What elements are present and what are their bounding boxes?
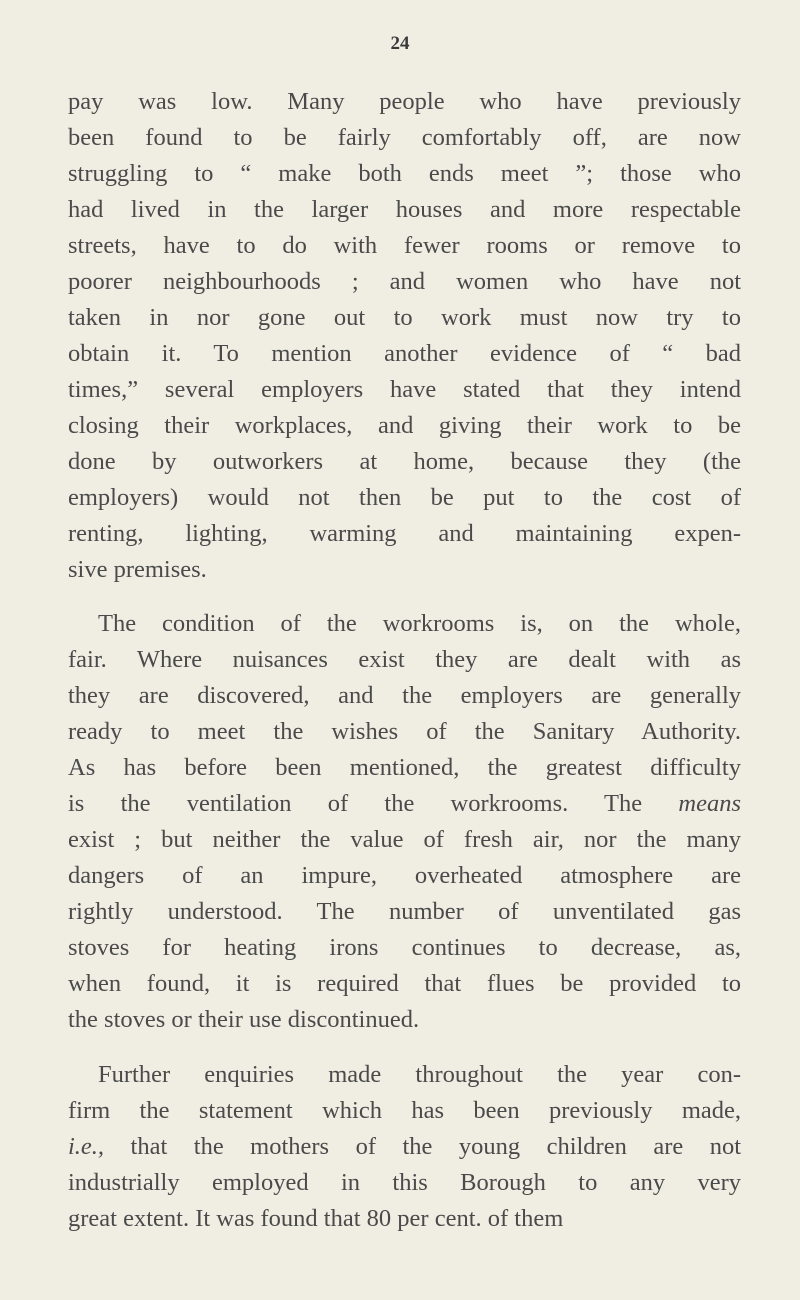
text-line: rightly understood. The number of unventilated gas bbox=[68, 898, 741, 925]
text-line: they are discovered, and the employers are generally bbox=[68, 682, 741, 709]
text-line bbox=[68, 1129, 741, 1165]
text-line: The condition of the workrooms is, on the whole, bbox=[98, 610, 741, 637]
text-line: had lived in the larger houses and more respectable bbox=[68, 196, 741, 223]
text-line: As has before been mentioned, the greatest difficulty bbox=[68, 754, 741, 781]
text-line: employers) would not then be put to the cost of bbox=[68, 484, 741, 511]
text-line: times,” several employers have stated that they intend bbox=[68, 376, 741, 403]
text-line: when found, it is required that flues be provided to bbox=[68, 970, 741, 997]
text-line: poorer neighbourhoods ; and women who have not bbox=[68, 268, 741, 295]
text-line: closing their workplaces, and giving their work to be bbox=[68, 412, 741, 439]
text-line: struggling to “ make both ends meet ”; those who bbox=[68, 160, 741, 187]
text-segment: that the mothers of the young children are not bbox=[130, 1133, 741, 1160]
text-line: fair. Where nuisances exist they are dealt with as bbox=[68, 646, 741, 673]
text-line: stoves for heating irons continues to decrease, as, bbox=[68, 934, 741, 961]
text-segment: is the ventilation of the workrooms. The bbox=[68, 790, 643, 817]
text-line bbox=[68, 786, 741, 822]
text-line: been found to be fairly comfortably off, are now bbox=[68, 124, 741, 151]
text-line: obtain it. To mention another evidence of “ bad bbox=[68, 340, 741, 367]
text-line: sive premises. bbox=[68, 556, 207, 583]
text-line: taken in nor gone out to work must now try to bbox=[68, 304, 741, 331]
italic-abbreviation: i.e., bbox=[68, 1133, 105, 1160]
text-line: dangers of an impure, overheated atmosphere are bbox=[68, 862, 741, 889]
text-line: the stoves or their use discontinued. bbox=[68, 1006, 420, 1033]
text-line: firm the statement which has been previously made, bbox=[68, 1097, 741, 1124]
text-line: industrially employed in this Borough to any very bbox=[68, 1169, 741, 1196]
italic-word: means bbox=[678, 790, 741, 817]
text-line: exist ; but neither the value of fresh air, nor the many bbox=[68, 826, 741, 853]
text-line: great extent. It was found that 80 per cent. of them bbox=[68, 1205, 564, 1232]
text-line: ready to meet the wishes of the Sanitary Authority. bbox=[68, 718, 741, 745]
page-number: 24 bbox=[390, 33, 410, 54]
text-line: pay was low. Many people who have previously bbox=[68, 88, 741, 115]
text-line: done by outworkers at home, because they (the bbox=[68, 448, 741, 475]
text-line: streets, have to do with fewer rooms or remove to bbox=[68, 232, 741, 259]
text-line: Further enquiries made throughout the year con- bbox=[98, 1061, 741, 1088]
text-line: renting, lighting, warming and maintaining expen- bbox=[68, 520, 741, 547]
